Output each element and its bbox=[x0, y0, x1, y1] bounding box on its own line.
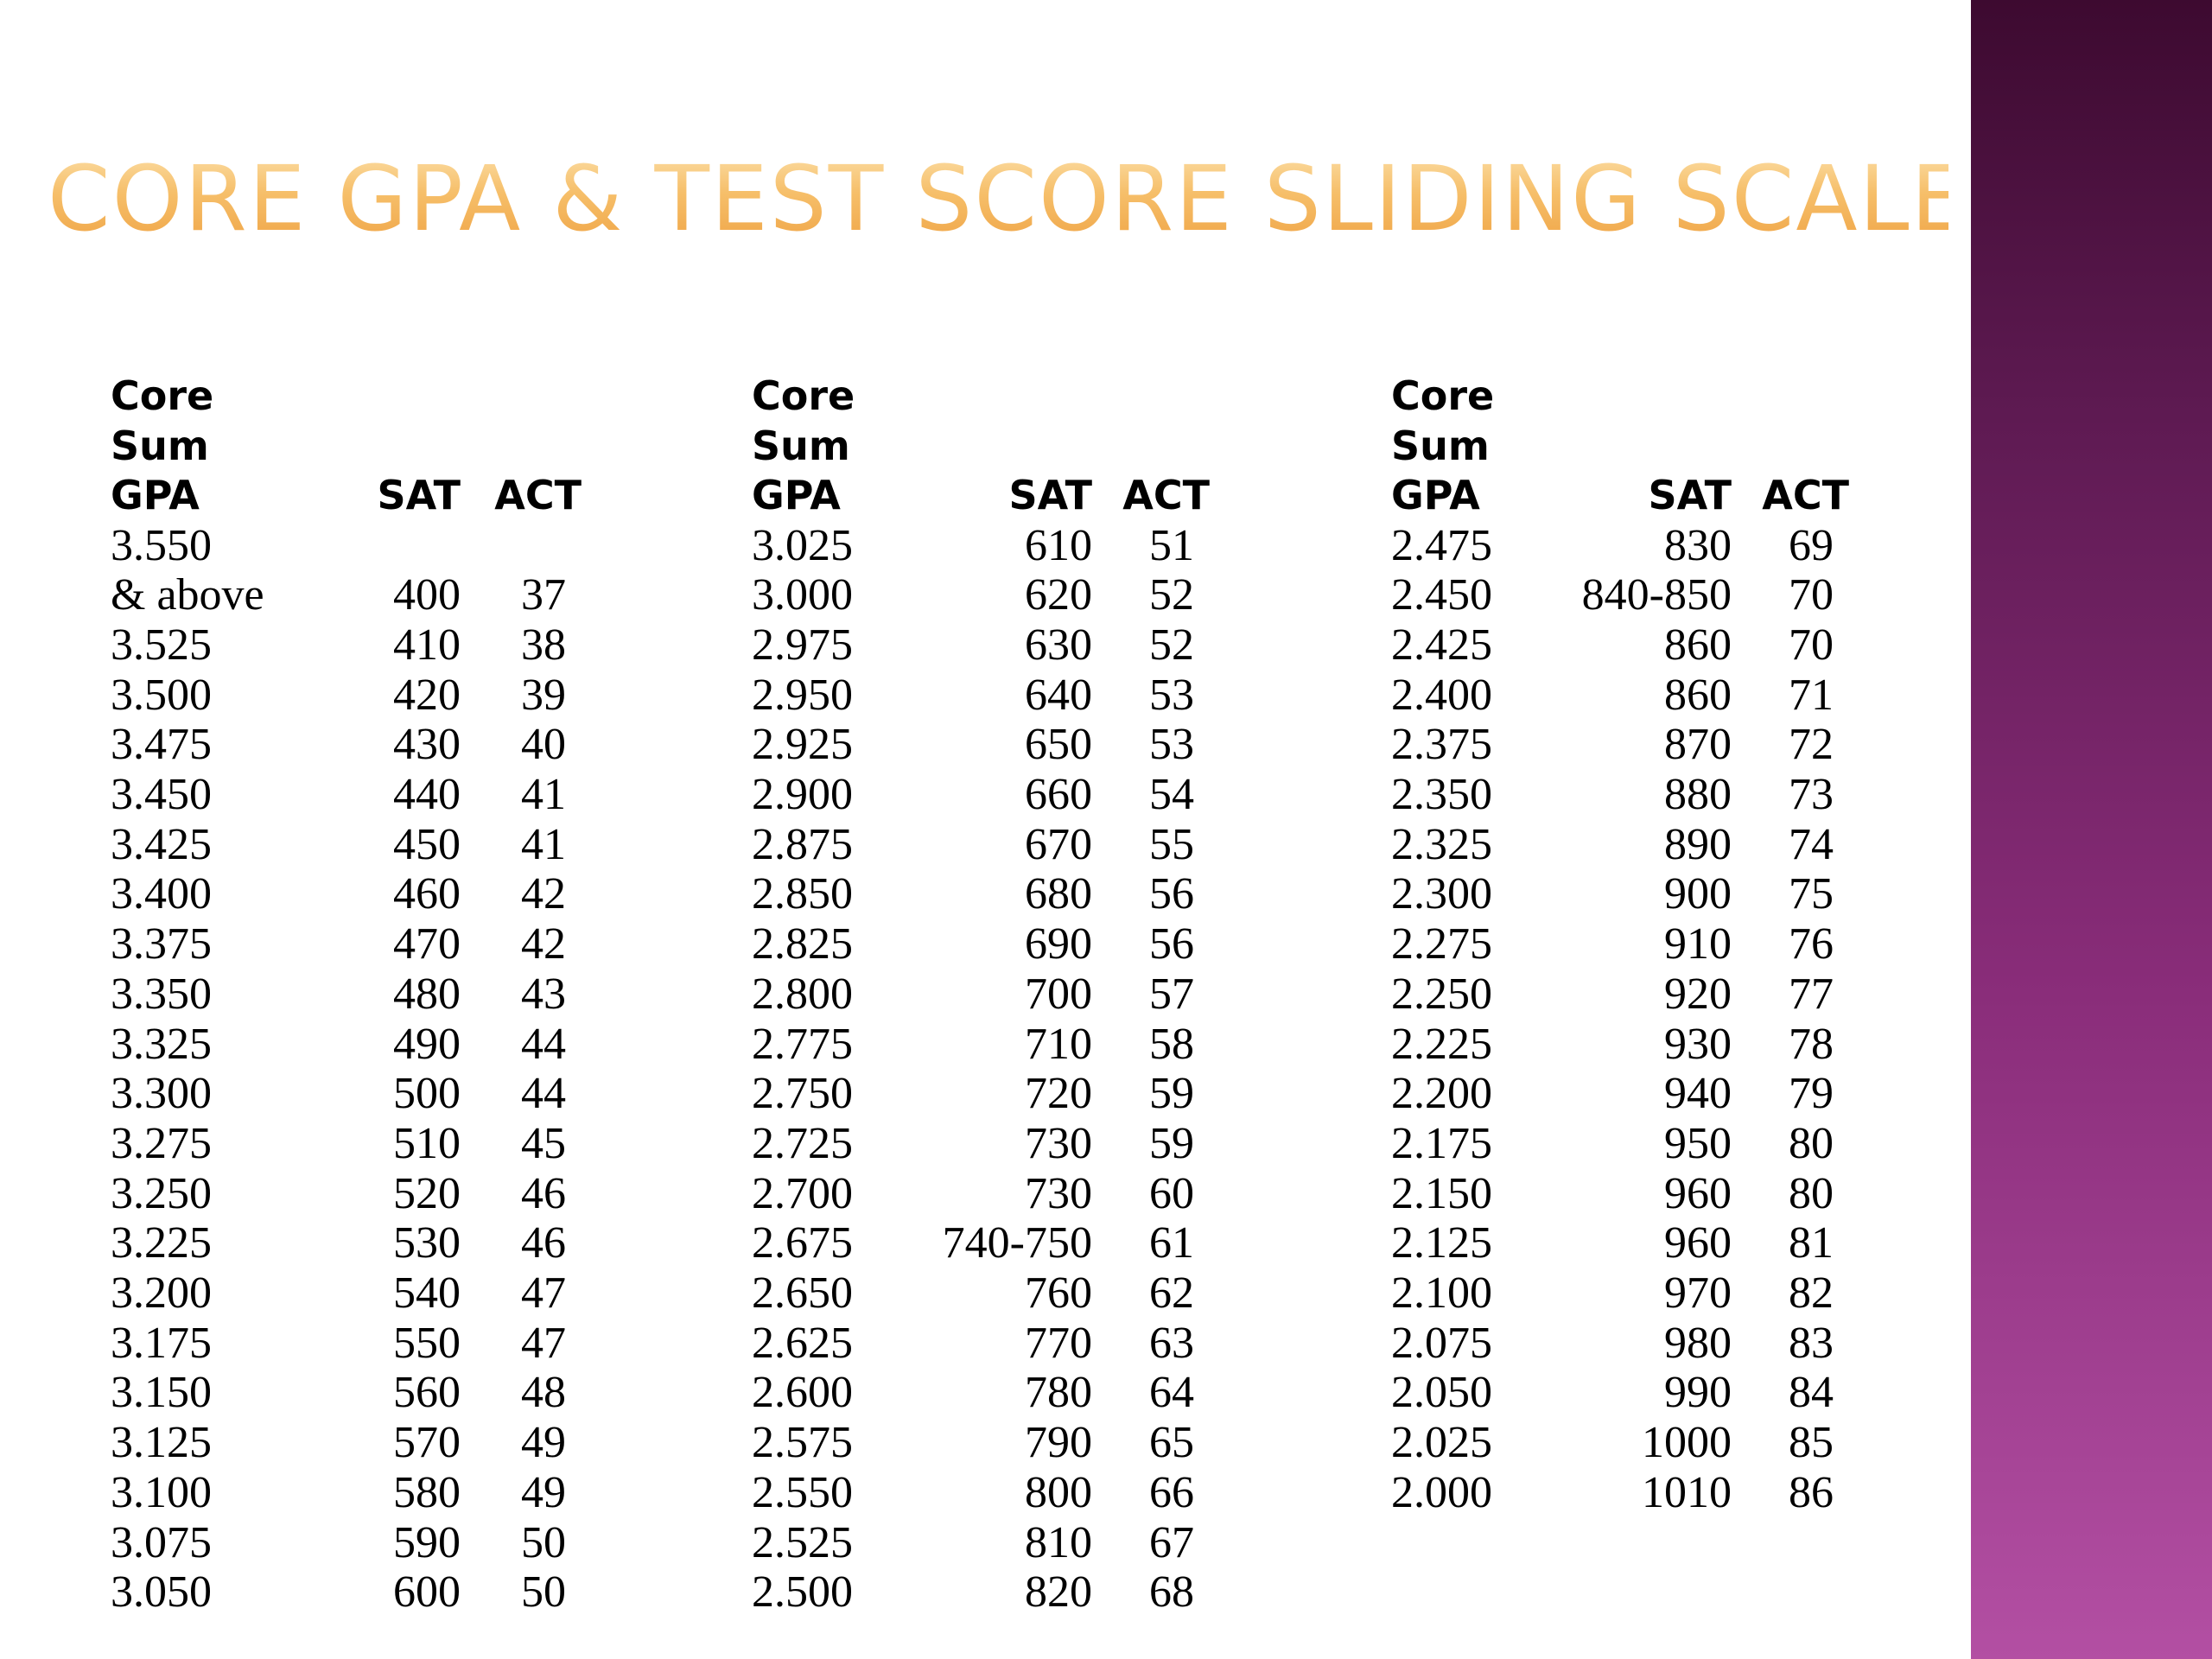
table-row bbox=[111, 620, 582, 671]
header-gpa-line-2: Sum bbox=[1391, 422, 1490, 469]
core-gpa-cell: 2.050 bbox=[1391, 1368, 1492, 1418]
table-row bbox=[111, 1468, 582, 1518]
sat-cell: 630 bbox=[1025, 620, 1092, 670]
sat-cell: 880 bbox=[1664, 770, 1732, 820]
act-cell: 75 bbox=[1789, 869, 1834, 919]
act-cell: 56 bbox=[1149, 919, 1194, 969]
core-gpa-cell: 2.525 bbox=[752, 1517, 853, 1567]
header-gpa-line-2: Sum bbox=[111, 422, 209, 469]
sat-cell: 610 bbox=[1025, 520, 1092, 570]
core-gpa-cell: 2.825 bbox=[752, 919, 853, 969]
act-cell: 56 bbox=[1149, 869, 1194, 919]
core-gpa-cell: 2.900 bbox=[752, 770, 853, 820]
act-cell: 50 bbox=[521, 1517, 566, 1567]
sat-cell: 460 bbox=[393, 869, 461, 919]
sat-cell: 1000 bbox=[1642, 1418, 1732, 1468]
table-row bbox=[752, 869, 1210, 919]
core-gpa-cell: 2.025 bbox=[1391, 1418, 1492, 1468]
table-row bbox=[1391, 1468, 1849, 1518]
sat-cell: 430 bbox=[393, 720, 461, 770]
table-row bbox=[111, 671, 582, 721]
act-cell: 70 bbox=[1789, 620, 1834, 670]
act-cell: 77 bbox=[1789, 969, 1834, 1019]
core-gpa-cell: 2.625 bbox=[752, 1318, 853, 1368]
header-core-sum-gpa bbox=[111, 372, 331, 521]
table-row bbox=[1391, 720, 1849, 770]
act-cell: 82 bbox=[1789, 1268, 1834, 1319]
act-cell: 46 bbox=[521, 1218, 566, 1268]
act-cell: 84 bbox=[1789, 1368, 1834, 1418]
act-cell: 46 bbox=[521, 1168, 566, 1218]
sat-cell: 860 bbox=[1664, 620, 1732, 670]
sat-cell: 500 bbox=[393, 1069, 461, 1119]
table-row bbox=[111, 1119, 582, 1169]
sat-cell: 970 bbox=[1664, 1268, 1732, 1319]
act-cell: 44 bbox=[521, 1019, 566, 1069]
core-gpa-cell: 3.475 bbox=[111, 720, 212, 770]
table-row bbox=[752, 1169, 1210, 1219]
core-gpa-cell: 2.350 bbox=[1391, 770, 1492, 820]
scale-table bbox=[752, 372, 1210, 1618]
table-row bbox=[111, 1069, 582, 1119]
sat-cell: 650 bbox=[1025, 720, 1092, 770]
act-cell: 44 bbox=[521, 1069, 566, 1119]
table-row bbox=[111, 720, 582, 770]
table-row bbox=[752, 671, 1210, 721]
table-row bbox=[752, 720, 1210, 770]
core-gpa-cell: 2.125 bbox=[1391, 1218, 1492, 1268]
act-cell: 53 bbox=[1149, 670, 1194, 720]
sat-cell: 920 bbox=[1664, 969, 1732, 1019]
core-gpa-cell: 3.125 bbox=[111, 1418, 212, 1468]
table-row bbox=[752, 770, 1210, 820]
sat-cell: 510 bbox=[393, 1118, 461, 1168]
sat-cell: 980 bbox=[1664, 1318, 1732, 1368]
table-row bbox=[752, 1268, 1210, 1319]
act-cell: 80 bbox=[1789, 1118, 1834, 1168]
sat-cell: 1010 bbox=[1642, 1467, 1732, 1517]
core-gpa-cell: 3.450 bbox=[111, 770, 212, 820]
sat-cell: 580 bbox=[393, 1467, 461, 1517]
scale-column-1 bbox=[111, 372, 582, 1618]
sat-cell: 590 bbox=[393, 1517, 461, 1567]
core-gpa-cell: 2.575 bbox=[752, 1418, 853, 1468]
sat-cell: 890 bbox=[1664, 819, 1732, 869]
act-cell: 40 bbox=[521, 720, 566, 770]
table-row bbox=[752, 919, 1210, 969]
act-cell: 66 bbox=[1149, 1467, 1194, 1517]
header-gpa-line-1: Core bbox=[1391, 372, 1495, 419]
sat-cell: 410 bbox=[393, 620, 461, 670]
sat-cell: 730 bbox=[1025, 1168, 1092, 1218]
core-gpa-cell: 3.250 bbox=[111, 1168, 212, 1218]
sat-cell: 840-850 bbox=[1581, 570, 1732, 620]
core-gpa-cell: 2.000 bbox=[1391, 1467, 1492, 1517]
sat-cell: 800 bbox=[1025, 1467, 1092, 1517]
act-cell: 41 bbox=[521, 770, 566, 820]
core-gpa-cell: 2.075 bbox=[1391, 1318, 1492, 1368]
table-row bbox=[111, 820, 582, 870]
core-gpa-cell: 2.750 bbox=[752, 1069, 853, 1119]
table-row bbox=[1391, 1418, 1849, 1468]
sat-cell: 440 bbox=[393, 770, 461, 820]
core-gpa-cell: 2.475 bbox=[1391, 520, 1492, 570]
core-gpa-cell: 2.325 bbox=[1391, 819, 1492, 869]
table-row bbox=[752, 1319, 1210, 1369]
header-core-sum-gpa bbox=[1391, 372, 1542, 521]
act-cell: 67 bbox=[1149, 1517, 1194, 1567]
core-gpa-cell: 3.050 bbox=[111, 1567, 212, 1618]
core-gpa-cell: 3.300 bbox=[111, 1069, 212, 1119]
sat-cell: 960 bbox=[1664, 1218, 1732, 1268]
table-row bbox=[1391, 1020, 1849, 1070]
act-cell: 76 bbox=[1789, 919, 1834, 969]
sat-cell: 940 bbox=[1664, 1069, 1732, 1119]
core-gpa-cell: 2.700 bbox=[752, 1168, 853, 1218]
act-cell: 68 bbox=[1149, 1567, 1194, 1618]
core-gpa-cell: 2.550 bbox=[752, 1467, 853, 1517]
act-cell: 39 bbox=[521, 670, 566, 720]
table-row bbox=[1391, 671, 1849, 721]
sat-cell: 640 bbox=[1025, 670, 1092, 720]
header-gpa-line-3: GPA bbox=[752, 472, 841, 518]
table-row bbox=[1391, 1169, 1849, 1219]
table-row bbox=[1391, 820, 1849, 870]
act-cell bbox=[461, 521, 582, 571]
act-cell: 58 bbox=[1149, 1019, 1194, 1069]
sat-cell: 480 bbox=[393, 969, 461, 1019]
sat-cell: 550 bbox=[393, 1318, 461, 1368]
sat-cell: 950 bbox=[1664, 1118, 1732, 1168]
core-gpa-cell: 3.500 bbox=[111, 670, 212, 720]
core-gpa-cell: 3.375 bbox=[111, 919, 212, 969]
header-act: ACT bbox=[1762, 472, 1849, 518]
table-body bbox=[752, 521, 1210, 1618]
table-row bbox=[752, 969, 1210, 1020]
act-cell: 74 bbox=[1789, 819, 1834, 869]
sat-cell: 830 bbox=[1664, 520, 1732, 570]
core-gpa-cell: & above bbox=[111, 570, 264, 620]
core-gpa-cell: 3.400 bbox=[111, 869, 212, 919]
header-gpa-line-1: Core bbox=[111, 372, 214, 419]
act-cell: 38 bbox=[521, 620, 566, 670]
sat-cell: 520 bbox=[393, 1168, 461, 1218]
table-row bbox=[1391, 521, 1849, 571]
core-gpa-cell: 3.150 bbox=[111, 1368, 212, 1418]
sat-cell: 620 bbox=[1025, 570, 1092, 620]
header-gpa-line-2: Sum bbox=[752, 422, 850, 469]
table-row bbox=[111, 1169, 582, 1219]
core-gpa-cell: 2.675 bbox=[752, 1218, 853, 1268]
act-cell: 52 bbox=[1149, 570, 1194, 620]
core-gpa-cell: 2.150 bbox=[1391, 1168, 1492, 1218]
core-gpa-cell: 3.200 bbox=[111, 1268, 212, 1319]
sat-cell: 680 bbox=[1025, 869, 1092, 919]
table-row bbox=[752, 620, 1210, 671]
act-cell: 51 bbox=[1149, 520, 1194, 570]
act-cell: 70 bbox=[1789, 570, 1834, 620]
sat-cell: 450 bbox=[393, 819, 461, 869]
sat-cell: 760 bbox=[1025, 1268, 1092, 1319]
table-row bbox=[752, 820, 1210, 870]
core-gpa-cell: 3.100 bbox=[111, 1467, 212, 1517]
table-row bbox=[111, 1368, 582, 1418]
sat-cell: 910 bbox=[1664, 919, 1732, 969]
act-cell: 37 bbox=[521, 570, 566, 620]
sat-cell: 870 bbox=[1664, 720, 1732, 770]
core-gpa-cell: 2.175 bbox=[1391, 1118, 1492, 1168]
core-gpa-cell: 3.350 bbox=[111, 969, 212, 1019]
act-cell: 43 bbox=[521, 969, 566, 1019]
act-cell: 69 bbox=[1789, 520, 1834, 570]
act-cell: 41 bbox=[521, 819, 566, 869]
act-cell: 79 bbox=[1789, 1069, 1834, 1119]
core-gpa-cell: 3.525 bbox=[111, 620, 212, 670]
table-row bbox=[752, 1567, 1210, 1618]
act-cell: 49 bbox=[521, 1418, 566, 1468]
core-gpa-cell: 2.875 bbox=[752, 819, 853, 869]
act-cell: 59 bbox=[1149, 1069, 1194, 1119]
sat-cell: 600 bbox=[393, 1567, 461, 1618]
act-cell: 61 bbox=[1149, 1218, 1194, 1268]
table-row bbox=[111, 1268, 582, 1319]
sat-cell: 400 bbox=[393, 570, 461, 620]
act-cell: 48 bbox=[521, 1368, 566, 1418]
sat-cell: 930 bbox=[1664, 1019, 1732, 1069]
sat-cell: 810 bbox=[1025, 1517, 1092, 1567]
sat-cell: 470 bbox=[393, 919, 461, 969]
table-row bbox=[111, 869, 582, 919]
core-gpa-cell: 3.325 bbox=[111, 1019, 212, 1069]
table-body bbox=[111, 521, 582, 1618]
scale-table bbox=[1391, 372, 1849, 1518]
table-row bbox=[1391, 570, 1849, 620]
sat-cell: 660 bbox=[1025, 770, 1092, 820]
sat-cell: 720 bbox=[1025, 1069, 1092, 1119]
scale-column-3 bbox=[1391, 372, 1849, 1518]
table-row bbox=[111, 1567, 582, 1618]
table-row bbox=[1391, 1268, 1849, 1319]
core-gpa-cell: 3.075 bbox=[111, 1517, 212, 1567]
act-cell: 60 bbox=[1149, 1168, 1194, 1218]
core-gpa-cell: 2.400 bbox=[1391, 670, 1492, 720]
header-core-sum-gpa bbox=[752, 372, 903, 521]
table-row bbox=[752, 1119, 1210, 1169]
act-cell: 52 bbox=[1149, 620, 1194, 670]
act-cell: 78 bbox=[1789, 1019, 1834, 1069]
table-row bbox=[1391, 1069, 1849, 1119]
core-gpa-cell: 2.725 bbox=[752, 1118, 853, 1168]
table-row bbox=[752, 1069, 1210, 1119]
act-cell: 57 bbox=[1149, 969, 1194, 1019]
core-gpa-cell: 3.275 bbox=[111, 1118, 212, 1168]
core-gpa-cell: 3.550 bbox=[111, 520, 212, 570]
table-row bbox=[111, 521, 582, 571]
act-cell: 62 bbox=[1149, 1268, 1194, 1319]
table-row bbox=[111, 570, 582, 620]
table-row bbox=[752, 521, 1210, 571]
sat-cell: 530 bbox=[393, 1218, 461, 1268]
act-cell: 72 bbox=[1789, 720, 1834, 770]
core-gpa-cell: 3.225 bbox=[111, 1218, 212, 1268]
table-row bbox=[111, 770, 582, 820]
sat-cell: 790 bbox=[1025, 1418, 1092, 1468]
table-row bbox=[111, 919, 582, 969]
core-gpa-cell: 2.975 bbox=[752, 620, 853, 670]
table-row bbox=[1391, 1119, 1849, 1169]
table-row bbox=[752, 1418, 1210, 1468]
header-sat: SAT bbox=[1648, 472, 1732, 518]
core-gpa-cell: 2.850 bbox=[752, 869, 853, 919]
act-cell: 81 bbox=[1789, 1218, 1834, 1268]
core-gpa-cell: 3.000 bbox=[752, 570, 853, 620]
table-row bbox=[752, 1518, 1210, 1568]
sat-cell: 960 bbox=[1664, 1168, 1732, 1218]
act-cell: 85 bbox=[1789, 1418, 1834, 1468]
core-gpa-cell: 2.100 bbox=[1391, 1268, 1492, 1319]
sat-cell: 730 bbox=[1025, 1118, 1092, 1168]
header-sat: SAT bbox=[1008, 472, 1092, 518]
sat-cell: 700 bbox=[1025, 969, 1092, 1019]
act-cell: 50 bbox=[521, 1567, 566, 1618]
core-gpa-cell: 2.800 bbox=[752, 969, 853, 1019]
act-cell: 47 bbox=[521, 1268, 566, 1319]
table-row bbox=[111, 969, 582, 1020]
sat-cell: 820 bbox=[1025, 1567, 1092, 1618]
act-cell: 63 bbox=[1149, 1318, 1194, 1368]
act-cell: 65 bbox=[1149, 1418, 1194, 1468]
act-cell: 47 bbox=[521, 1318, 566, 1368]
sat-cell: 560 bbox=[393, 1368, 461, 1418]
core-gpa-cell: 3.025 bbox=[752, 520, 853, 570]
table-row bbox=[111, 1218, 582, 1268]
table-row bbox=[111, 1518, 582, 1568]
core-gpa-cell: 2.425 bbox=[1391, 620, 1492, 670]
act-cell: 59 bbox=[1149, 1118, 1194, 1168]
act-cell: 73 bbox=[1789, 770, 1834, 820]
core-gpa-cell: 2.250 bbox=[1391, 969, 1492, 1019]
scale-column-2 bbox=[752, 372, 1210, 1618]
table-row bbox=[1391, 869, 1849, 919]
core-gpa-cell: 2.200 bbox=[1391, 1069, 1492, 1119]
act-cell: 71 bbox=[1789, 670, 1834, 720]
table-row bbox=[752, 1218, 1210, 1268]
table-row bbox=[1391, 620, 1849, 671]
core-gpa-cell: 2.925 bbox=[752, 720, 853, 770]
header-gpa-line-1: Core bbox=[752, 372, 855, 419]
table-row bbox=[111, 1418, 582, 1468]
table-header-row bbox=[111, 372, 582, 521]
table-row bbox=[1391, 1368, 1849, 1418]
sat-cell: 740-750 bbox=[942, 1218, 1092, 1268]
header-sat: SAT bbox=[377, 472, 461, 518]
sat-cell bbox=[331, 521, 461, 571]
table-row bbox=[1391, 919, 1849, 969]
core-gpa-cell: 2.775 bbox=[752, 1019, 853, 1069]
table-row bbox=[111, 1319, 582, 1369]
core-gpa-cell: 2.650 bbox=[752, 1268, 853, 1319]
act-cell: 83 bbox=[1789, 1318, 1834, 1368]
sat-cell: 780 bbox=[1025, 1368, 1092, 1418]
core-gpa-cell: 2.500 bbox=[752, 1567, 853, 1618]
sat-cell: 770 bbox=[1025, 1318, 1092, 1368]
core-gpa-cell: 2.950 bbox=[752, 670, 853, 720]
table-row bbox=[111, 1020, 582, 1070]
table-row bbox=[1391, 770, 1849, 820]
table-row bbox=[752, 570, 1210, 620]
sat-cell: 570 bbox=[393, 1418, 461, 1468]
core-gpa-cell: 2.300 bbox=[1391, 869, 1492, 919]
act-cell: 53 bbox=[1149, 720, 1194, 770]
act-cell: 42 bbox=[521, 869, 566, 919]
core-gpa-cell: 2.375 bbox=[1391, 720, 1492, 770]
act-cell: 54 bbox=[1149, 770, 1194, 820]
table-header-row bbox=[1391, 372, 1849, 521]
sat-cell: 490 bbox=[393, 1019, 461, 1069]
table-row bbox=[752, 1468, 1210, 1518]
core-gpa-cell: 2.450 bbox=[1391, 570, 1492, 620]
sat-cell: 860 bbox=[1664, 670, 1732, 720]
table-row bbox=[1391, 1319, 1849, 1369]
table-row bbox=[1391, 1218, 1849, 1268]
act-cell: 80 bbox=[1789, 1168, 1834, 1218]
sat-cell: 670 bbox=[1025, 819, 1092, 869]
core-gpa-cell: 2.600 bbox=[752, 1368, 853, 1418]
sat-cell: 690 bbox=[1025, 919, 1092, 969]
sat-cell: 990 bbox=[1664, 1368, 1732, 1418]
sat-cell: 540 bbox=[393, 1268, 461, 1319]
act-cell: 49 bbox=[521, 1467, 566, 1517]
act-cell: 42 bbox=[521, 919, 566, 969]
header-gpa-line-3: GPA bbox=[111, 472, 200, 518]
sat-cell: 900 bbox=[1664, 869, 1732, 919]
header-act: ACT bbox=[494, 472, 582, 518]
sat-cell: 420 bbox=[393, 670, 461, 720]
table-row bbox=[752, 1368, 1210, 1418]
act-cell: 86 bbox=[1789, 1467, 1834, 1517]
core-gpa-cell: 2.275 bbox=[1391, 919, 1492, 969]
header-act: ACT bbox=[1122, 472, 1210, 518]
core-gpa-cell: 2.225 bbox=[1391, 1019, 1492, 1069]
sat-cell: 710 bbox=[1025, 1019, 1092, 1069]
decorative-side-bar bbox=[1971, 0, 2212, 1659]
slide-title: CORE GPA & TEST SCORE SLIDING SCALE bbox=[48, 138, 1948, 259]
header-gpa-line-3: GPA bbox=[1391, 472, 1480, 518]
table-body bbox=[1391, 521, 1849, 1518]
act-cell: 55 bbox=[1149, 819, 1194, 869]
scale-table bbox=[111, 372, 582, 1618]
core-gpa-cell: 3.175 bbox=[111, 1318, 212, 1368]
core-gpa-cell: 3.425 bbox=[111, 819, 212, 869]
act-cell: 45 bbox=[521, 1118, 566, 1168]
table-row bbox=[752, 1020, 1210, 1070]
table-row bbox=[1391, 969, 1849, 1020]
table-header-row bbox=[752, 372, 1210, 521]
act-cell: 64 bbox=[1149, 1368, 1194, 1418]
